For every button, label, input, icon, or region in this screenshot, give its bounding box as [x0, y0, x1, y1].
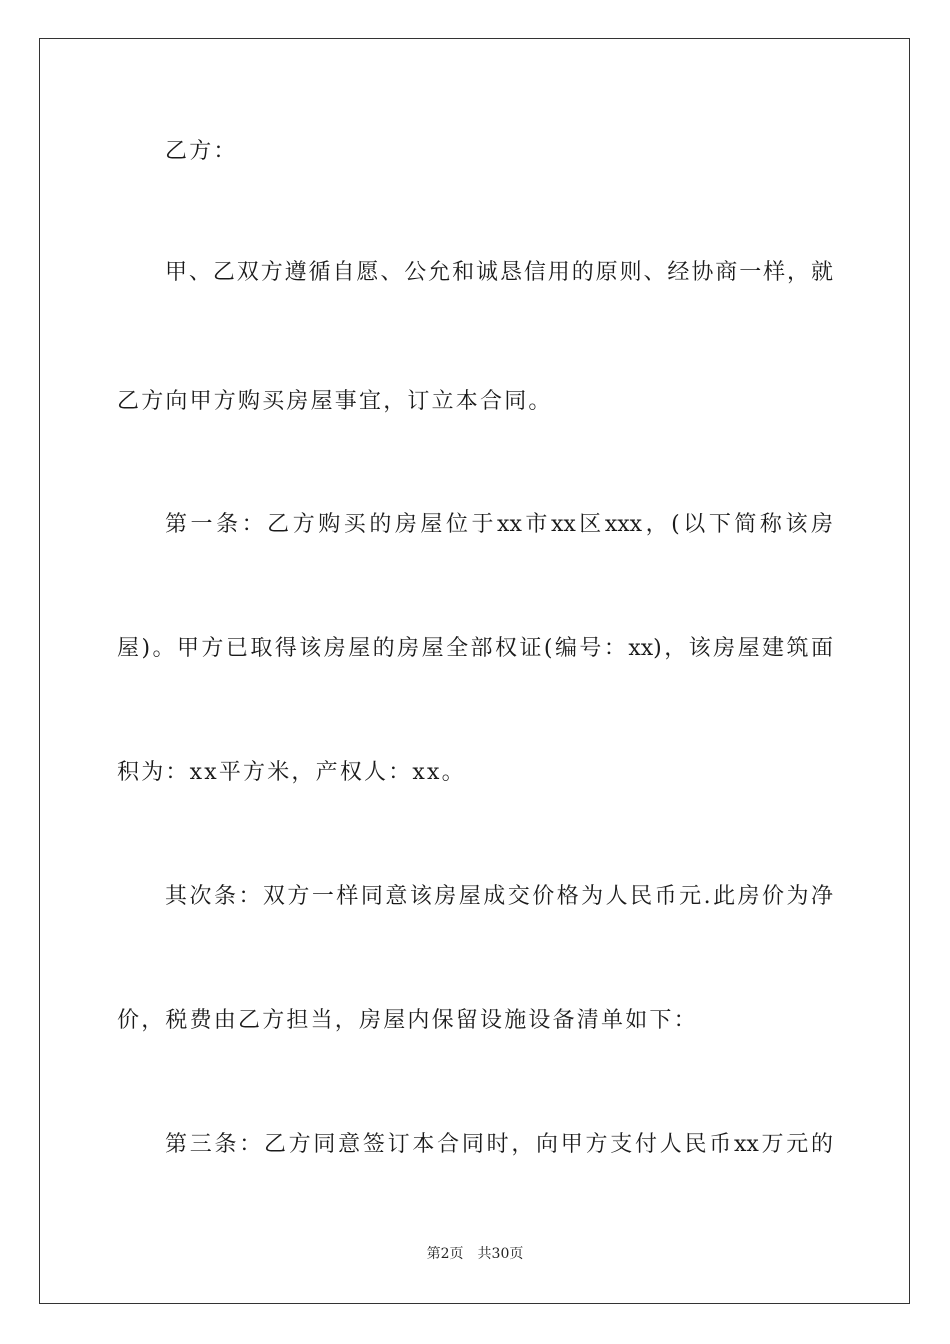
paragraph-line: 屋)。甲方已取得该房屋的房屋全部权证(编号：xx)，该房屋建筑面 [117, 636, 833, 661]
paragraph-line: 其次条：双方一样同意该房屋成交价格为人民币元.此房价为净 [165, 884, 833, 909]
page-footer [0, 1244, 950, 1264]
paragraph-line: 乙方向甲方购买房屋事宜，订立本合同。 [117, 389, 553, 414]
page-number: 第2页 [426, 1246, 464, 1262]
paragraph-line: 第一条：乙方购买的房屋位于xx市xx区xxx，(以下简称该房 [165, 512, 833, 537]
page-total: 共30页 [477, 1246, 524, 1262]
paragraph-line: 价，税费由乙方担当，房屋内保留设施设备清单如下： [117, 1008, 698, 1033]
paragraph-line: 积为：xx平方米，产权人：xx。 [117, 760, 466, 785]
page-border [39, 38, 910, 1304]
paragraph-line: 乙方： [165, 139, 238, 164]
paragraph-line: 第三条：乙方同意签订本合同时，向甲方支付人民币xx万元的 [165, 1132, 833, 1157]
paragraph-line: 甲、乙双方遵循自愿、公允和诚恳信用的原则、经协商一样，就 [165, 260, 833, 285]
